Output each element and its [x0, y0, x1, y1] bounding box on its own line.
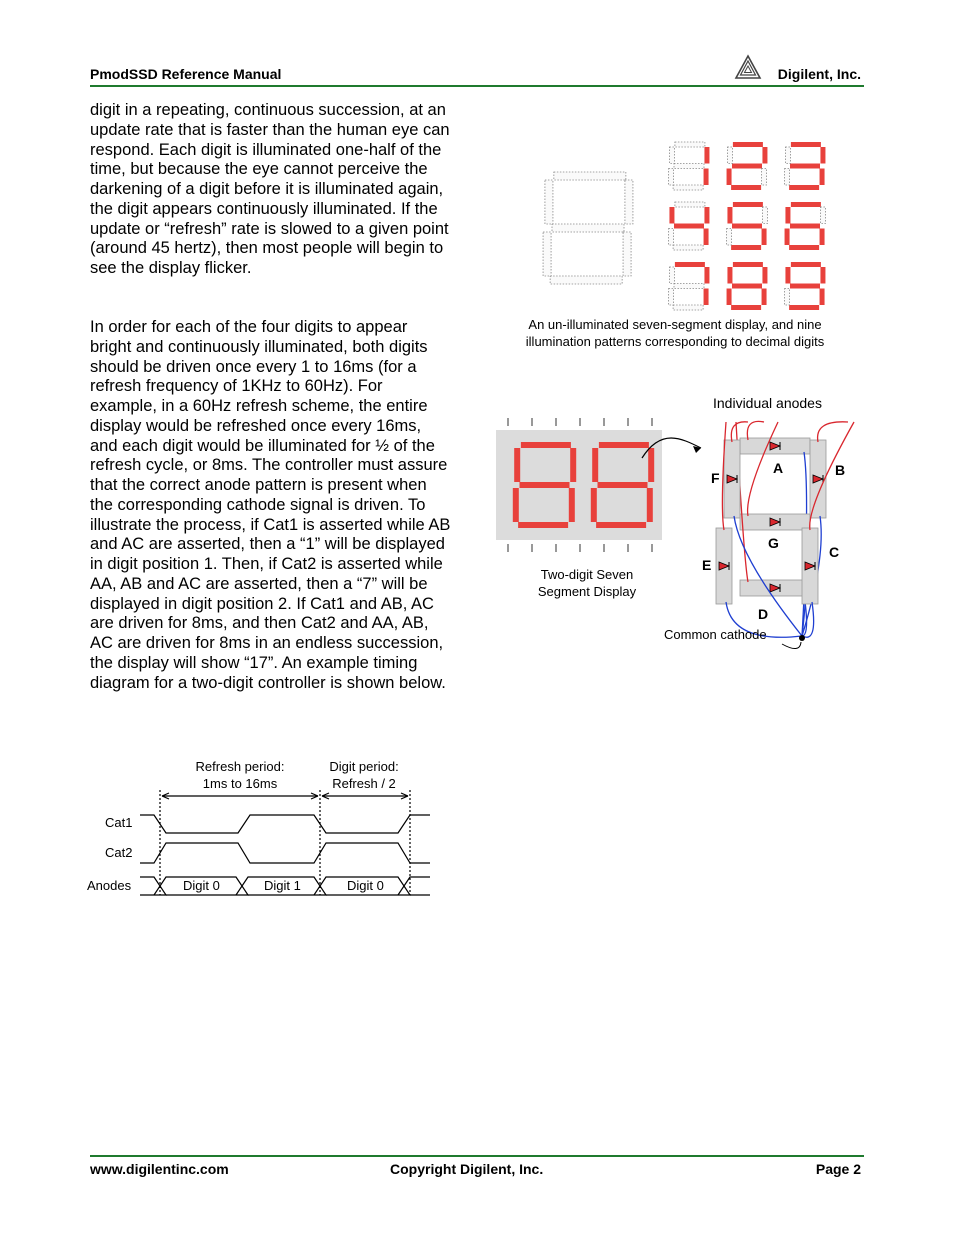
segment-a	[675, 142, 705, 147]
segment-f	[545, 180, 553, 224]
segment-c	[569, 488, 575, 522]
segment-d	[673, 305, 703, 310]
segment-e	[513, 488, 519, 522]
digit-pattern-2	[727, 142, 768, 190]
segment-f	[785, 207, 790, 224]
anode-wire-b	[818, 422, 848, 442]
digit-label-line-2: Refresh / 2	[332, 776, 396, 791]
anode-value-1: Digit 0	[183, 878, 220, 893]
segment-e	[785, 289, 790, 306]
cathode-node	[799, 635, 805, 641]
individual-anodes-label: Individual anodes	[713, 395, 822, 411]
two-digit-caption-line-2: Segment Display	[537, 584, 637, 599]
segment-e	[727, 229, 732, 246]
segment-schematic-figure	[650, 418, 860, 650]
segment-f	[727, 207, 732, 224]
digit-pattern-5	[727, 202, 768, 250]
segment-g	[552, 224, 624, 232]
segment-d	[731, 185, 761, 190]
digit-label-line-1: Digit period:	[329, 759, 399, 774]
segment-c	[820, 169, 825, 186]
segment-a	[521, 442, 571, 448]
timing-diagram-waveforms	[140, 790, 440, 900]
segment-c	[704, 169, 709, 186]
segment-e	[727, 169, 732, 186]
segment-c	[623, 232, 631, 276]
segment-f	[669, 267, 674, 284]
segment-g	[790, 224, 820, 229]
body-paragraph-1: digit in a repeating, continuous succession, at an update rate that is faster than the human eye can respond. Each digit is illuminated one-half of the time, but because the eye cannot perceive the darkening of a digit before it is illuminated again, the digit appears continuously illuminated. If the update or “refresh” rate is slowed to a given point (around 45 hertz), then most people will begin to see the display flicker.	[90, 101, 450, 277]
segment-a	[733, 262, 763, 267]
segment-c	[762, 289, 767, 306]
segment-c	[704, 289, 709, 306]
segment-f	[514, 448, 520, 482]
segment-e	[543, 232, 551, 276]
header-rule	[90, 85, 864, 87]
segment-e	[669, 169, 674, 186]
manual-title: PmodSSD Reference Manual	[90, 66, 282, 82]
footer-copyright: Copyright Digilent, Inc.	[390, 1161, 544, 1177]
two-digit-caption	[522, 566, 652, 600]
segment-e	[591, 488, 597, 522]
segment-d	[673, 245, 703, 250]
cathode-pointer	[782, 642, 801, 649]
segment-g	[732, 284, 762, 289]
segment-b	[820, 207, 825, 224]
segment-c	[762, 229, 767, 246]
segment-label-e: E	[702, 557, 712, 573]
digits-figure-caption	[500, 316, 850, 350]
segment-f	[785, 147, 790, 164]
segment-b	[820, 267, 825, 284]
segment-a	[733, 142, 763, 147]
segment-b	[704, 147, 709, 164]
segment-f	[592, 448, 598, 482]
digit-pattern-4	[669, 202, 710, 250]
anode-wire-a	[747, 421, 764, 440]
signal-label-cat2: Cat2	[105, 845, 133, 860]
segment-a	[554, 172, 626, 180]
digit-pattern-6	[785, 202, 826, 250]
segment-a	[733, 202, 763, 207]
segment-f	[727, 147, 732, 164]
seven-segment-digits-figure	[500, 130, 860, 320]
anode-value-3: Digit 0	[347, 878, 384, 893]
footer-rule	[90, 1155, 864, 1157]
two-digit-caption-line-1: Two-digit Seven	[540, 567, 634, 582]
segment-a	[791, 142, 821, 147]
digit-pattern-9	[785, 262, 826, 310]
segment-b	[704, 207, 709, 224]
segment-g	[732, 224, 762, 229]
segment-c	[820, 229, 825, 246]
segment-d	[673, 185, 703, 190]
segment-a	[791, 202, 821, 207]
segment-c	[762, 169, 767, 186]
segment-label-b: B	[835, 462, 846, 478]
refresh-period-label	[180, 758, 300, 792]
digit-pattern-7	[669, 262, 710, 310]
segment-f	[727, 267, 732, 284]
segment-a	[599, 442, 649, 448]
segment-d	[731, 245, 761, 250]
segment-e	[669, 229, 674, 246]
segment-e	[727, 289, 732, 306]
refresh-label-line-1: Refresh period:	[195, 759, 285, 774]
segment-g	[790, 284, 820, 289]
segment-g	[598, 482, 648, 488]
segment-b	[820, 147, 825, 164]
footer-page-number: Page 2	[815, 1161, 861, 1177]
company-name: Digilent, Inc.	[777, 66, 861, 82]
segment-label-d: D	[758, 606, 769, 622]
segment-g	[674, 284, 704, 289]
body-paragraph-2: In order for each of the four digits to appear bright and continuously illuminated, both digits should be driven once every 1 to 16ms (for a refresh frequency of 1KHz to 60Hz). For example, in a 60Hz refresh scheme, the entire display would be refreshed once every 16ms, and each digit would be illuminated for ½ of the refresh cycle, or 8ms. The controller must assure that the correct anode pattern is present when the corresponding cathode signal is driven. To illustrate the process, if Cat1 is asserted while AB and AC are asserted, then a “1” will be displayed in digit position 1. Then, if Cat2 is asserted while AA, AB and AC are asserted, then a “7” will be displayed in digit position 2. If Cat1 and AB, AC are driven for 8ms, and then Cat2 and AA, AB, AC are driven for 8ms in an endless succession, the display will show “17”. An example timing diagram for a two-digit controller is shown below.	[90, 318, 451, 692]
segment-d	[789, 245, 819, 250]
signal-label-anodes: Anodes	[87, 878, 132, 893]
segment-g	[732, 164, 762, 169]
segment-b	[704, 267, 709, 284]
segment-b	[762, 207, 767, 224]
segment-d	[596, 522, 646, 528]
segment-g	[674, 224, 704, 229]
segment-d	[789, 305, 819, 310]
footer-url: www.digilentinc.com	[90, 1161, 229, 1177]
segment-g	[520, 482, 570, 488]
two-digit-display-figure	[496, 418, 666, 553]
segment-label-c: C	[829, 544, 840, 560]
segment-f	[669, 207, 674, 224]
segment-d	[731, 305, 761, 310]
segment-d	[550, 276, 622, 284]
digit-pattern-8	[727, 262, 768, 310]
segment-e	[785, 169, 790, 186]
segment-g	[790, 164, 820, 169]
segment-c	[704, 229, 709, 246]
segment-label-g: G	[768, 535, 779, 551]
segment-e	[785, 229, 790, 246]
segment-e	[669, 289, 674, 306]
unlit-seven-segment-digit	[543, 172, 633, 284]
segment-c	[820, 289, 825, 306]
digilent-logo-icon	[734, 54, 762, 80]
segment-d	[518, 522, 568, 528]
segment-label-a: A	[773, 460, 784, 476]
segment-b	[570, 448, 576, 482]
digit-pattern-1	[669, 142, 710, 190]
segment-a	[791, 262, 821, 267]
segment-a	[675, 262, 705, 267]
segment-b	[625, 180, 633, 224]
segment-g	[674, 164, 704, 169]
anode-value-2: Digit 1	[264, 878, 301, 893]
segment-a	[675, 202, 705, 207]
digit-period-label	[314, 758, 414, 792]
segment-f	[669, 147, 674, 164]
caption-line-2: illumination patterns corresponding to decimal digits	[525, 334, 825, 349]
segment-d	[789, 185, 819, 190]
caption-line-1: An un-illuminated seven-segment display, and nine	[528, 317, 822, 332]
common-cathode-label: Common cathode	[664, 627, 767, 642]
digit-pattern-3	[785, 142, 826, 190]
segment-f	[785, 267, 790, 284]
segment-b	[762, 147, 767, 164]
segment-label-f: F	[711, 470, 720, 486]
refresh-label-line-2: 1ms to 16ms	[202, 776, 278, 791]
segment-b	[762, 267, 767, 284]
signal-label-cat1: Cat1	[105, 815, 133, 830]
